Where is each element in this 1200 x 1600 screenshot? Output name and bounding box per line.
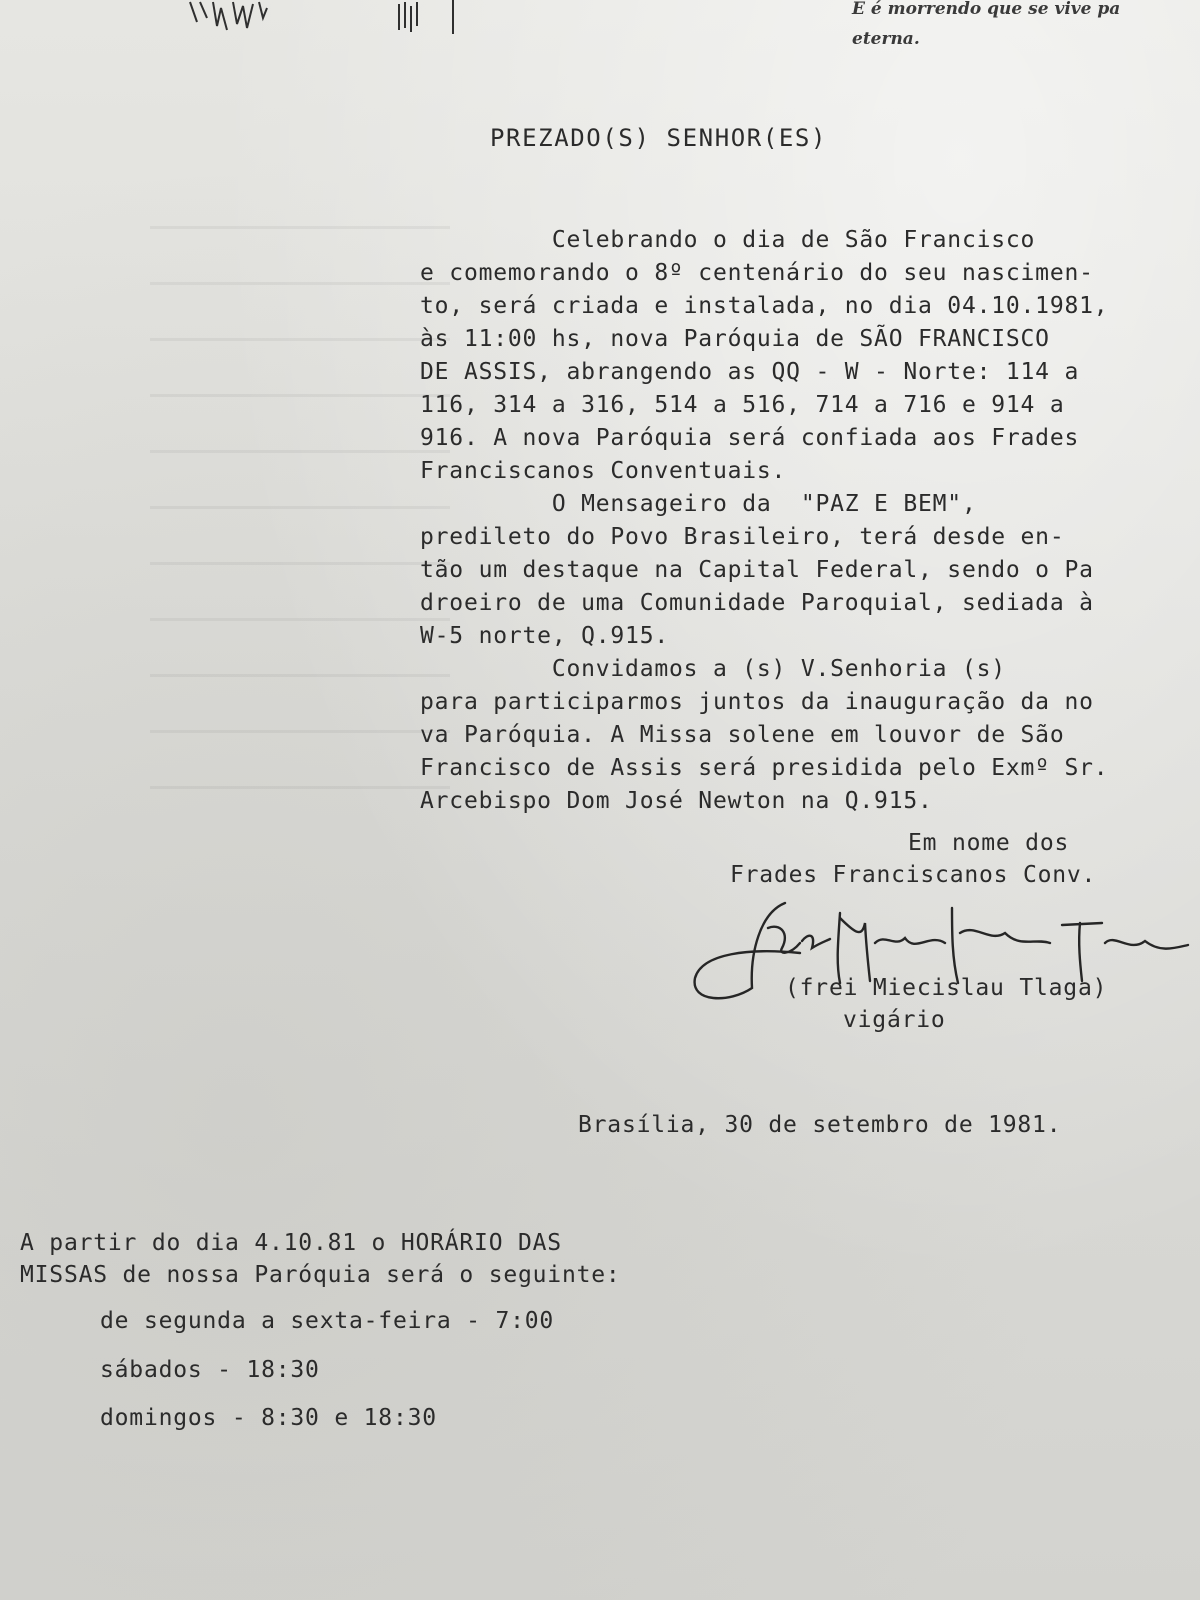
letterhead-motto [852, 0, 1200, 54]
body-line: Francisco de Assis será presidida pelo Exmº Sr. [420, 755, 1109, 781]
body-line: 916. A nova Paróquia será confiada aos Frades [420, 425, 1080, 451]
signatory-name: (frei Miecislau Tlaga) [785, 975, 1108, 1001]
body-line: para participarmos juntos da inauguração da no [420, 689, 1094, 715]
schedule-item-saturdays: sábados - 18:30 [100, 1357, 320, 1383]
body-line: DE ASSIS, abrangendo as QQ - W - Norte: 114 a [420, 359, 1080, 385]
body-line: droeiro de uma Comunidade Paroquial, sediada à [420, 590, 1094, 616]
schedule-item-weekdays: de segunda a sexta-feira - 7:00 [100, 1308, 555, 1334]
bleed-through-texture [150, 200, 450, 800]
body-line: W-5 norte, Q.915. [420, 623, 670, 649]
body-line: Convidamos a (s) V.Senhoria (s) [420, 656, 1006, 682]
body-line: Celebrando o dia de São Francisco [420, 227, 1036, 253]
body-line: 116, 314 a 316, 514 a 516, 714 a 716 e 914 a [420, 392, 1065, 418]
schedule-intro-line-2: MISSAS de nossa Paróquia será o seguinte: [20, 1262, 621, 1288]
body-line: Franciscanos Conventuais. [420, 458, 787, 484]
place-and-date: Brasília, 30 de setembro de 1981. [578, 1112, 1062, 1138]
letterhead-illustration-fragment [185, 0, 475, 36]
closing-line-2: Frades Franciscanos Conv. [730, 862, 1097, 888]
body-line: va Paróquia. A Missa solene em louvor de São [420, 722, 1065, 748]
motto-line-2: eterna. [852, 29, 920, 49]
motto-line-1: E é morrendo que se vive pa [852, 0, 1121, 19]
body-line: predileto do Povo Brasileiro, terá desde en- [420, 524, 1065, 550]
body-line: tão um destaque na Capital Federal, sendo o Pa [420, 557, 1094, 583]
closing-line-1: Em nome dos [908, 830, 1070, 856]
schedule-intro-line-1: A partir do dia 4.10.81 o HORÁRIO DAS [20, 1230, 562, 1256]
schedule-item-sundays: domingos - 8:30 e 18:30 [100, 1405, 437, 1431]
body-line: to, será criada e instalada, no dia 04.10.1981, [420, 293, 1109, 319]
body-line: O Mensageiro da "PAZ E BEM", [420, 491, 977, 517]
body-line: Arcebispo Dom José Newton na Q.915. [420, 788, 933, 814]
body-line: às 11:00 hs, nova Paróquia de SÃO FRANCISCO [420, 326, 1050, 352]
body-line: e comemorando o 8º centenário do seu nascimen- [420, 260, 1094, 286]
salutation: PREZADO(S) SENHOR(ES) [490, 124, 828, 152]
signatory-title: vigário [843, 1007, 946, 1033]
